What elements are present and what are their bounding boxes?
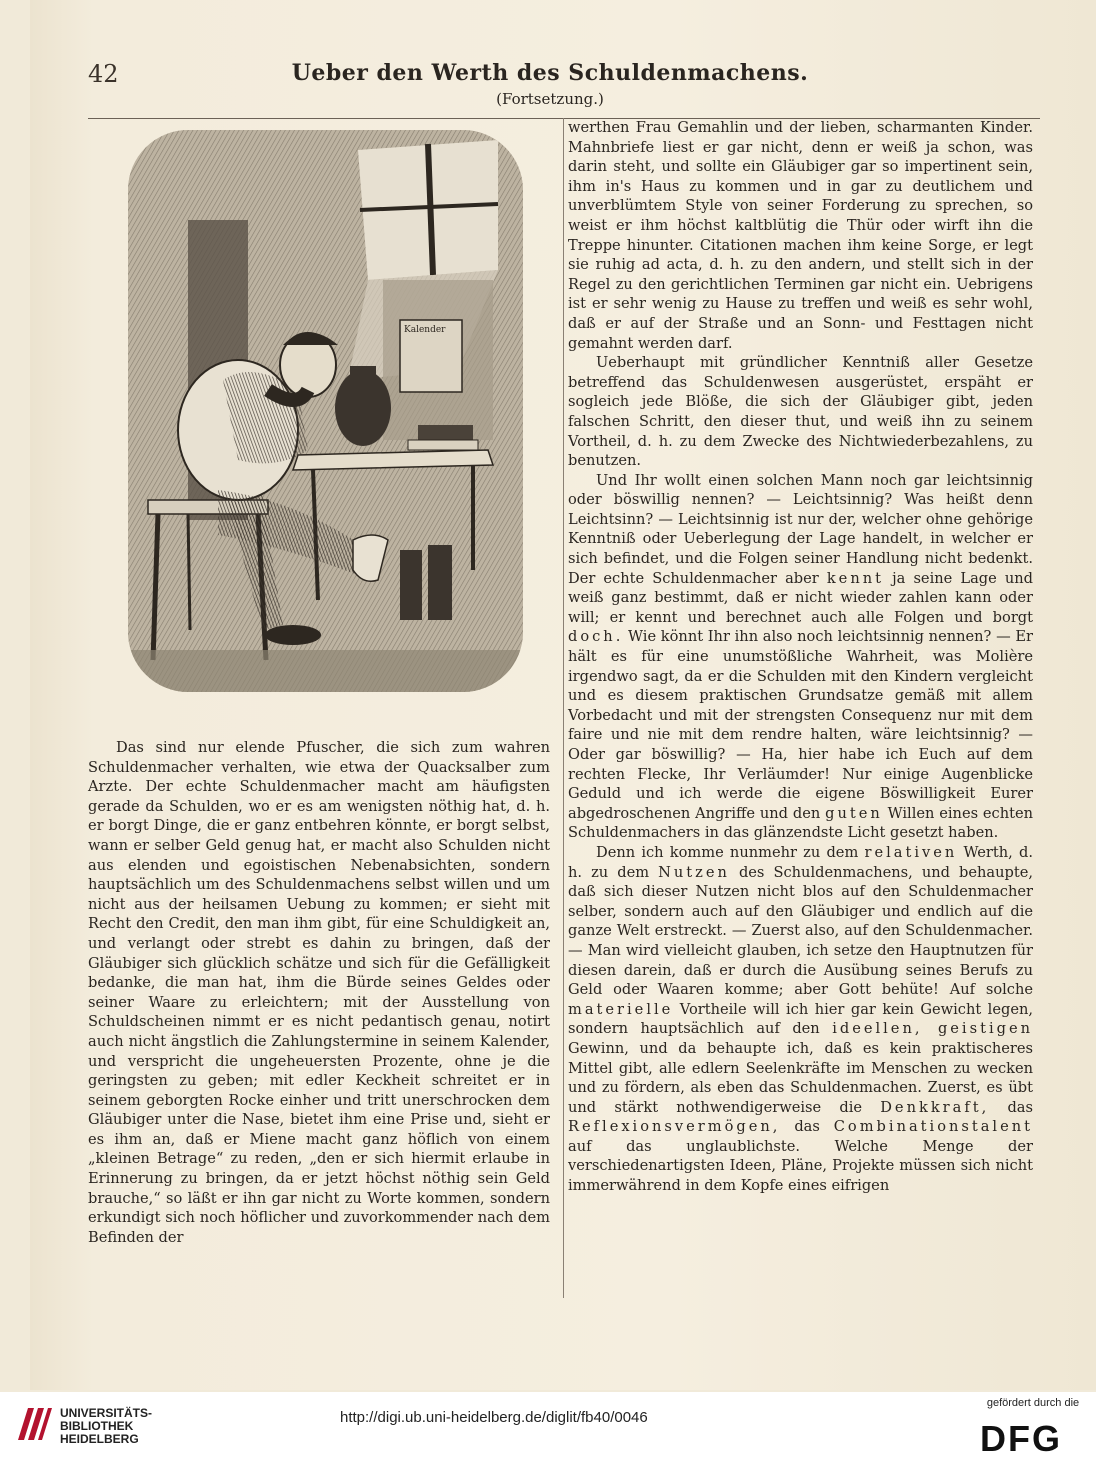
funding-caption: gefördert durch die	[986, 1397, 1080, 1409]
paragraph: Und Ihr wollt einen solchen Mann noch gar leichtsinnig oder böswillig nennen? — Leichtsinnig? Was heißt denn Leichtsinn? — Leichtsinnig ist nur der, welcher ohne gehörige Kenntniß oder Ueberlegung der Lage handelt, in welcher er sich befindet, und die Folgen seiner Handlung nicht bedenkt. Der echte Schuldenmacher aber kennt ja seine Lage und weiß ganz bestimmt, daß er nicht wieder zahlen kann oder will; er kennt und berechnet auch alle Folgen und borgt doch. Wie könnt Ihr ihn also noch leichtsinnig nennen? — Er hält es für eine unumstößliche Wahrheit, was Molière irgendwo sagt, da er die Schulden mit den Kindern vergleicht und es diesem praktischen Grundsatze gemäß mit allem Vorbedacht und mit der strengsten Consequenz nur mit dem faire und nie mit dem rendre halten, wäre leichtsinnig? — Oder gar böswillig? — Ha, hier habe ich Euch auf dem rechten Flecke, Ihr Verläumder! Nur einige Augenblicke Geduld und ich werde die eigene Böswilligkeit Eurer abgedroschenen Angriffe und den guten Willen eines echten Schuldenmachers in das glänzendste Licht gesetzt haben.	[568, 471, 1034, 842]
page-number: 42	[88, 60, 119, 88]
calendar-label: Kalender	[404, 325, 446, 335]
right-column-text	[568, 118, 1033, 1196]
permalink-url[interactable]: http://digi.ub.uni-heidelberg.de/diglit/fb40/0046	[340, 1409, 648, 1426]
engraving	[128, 130, 523, 692]
paragraph: werthen Frau Gemahlin und der lieben, scharmanten Kinder. Mahnbriefe liest er gar nicht, denn er weiß ja schon, was darin steht, und sollte ein Gläubiger gar so impertinent sein, ihm in's Haus zu kommen und in gar zu deutlichem und unverblümtem Style von seiner Forderung zu sprechen, so weist er ihm höchst kaltblütig die Thür oder wirft ihn die Treppe hinunter. Citationen machen ihm keine Sorge, er legt sie ruhig ad acta, d. h. zu den andern, und stellt sich in der Regel zu den gerichtlichen Terminen gar nicht ein. Uebrigens ist er sehr wenig zu Hause zu treffen und weiß es sehr wohl, daß er auf der Straße und an Sonn- und Festtagen nicht gemahnt werden darf.	[568, 119, 1033, 352]
paragraph: Ueberhaupt mit gründlicher Kenntniß aller Gesetze betreffend das Schuldenwesen ausgerüstet, erspäht er sogleich jede Blöße, die sich der Gläubiger gibt, jeden falschen Schritt, den dieser thut, und weiß ihn zu seinem Vortheil, d. h. zu dem Zwecke des Nichtwiederbezahlens, zu benutzen.	[568, 354, 1033, 470]
left-column-text	[88, 738, 550, 1247]
footer-bar	[0, 1392, 1096, 1467]
article-subtitle: (Fortsetzung.)	[496, 90, 604, 108]
university-library-logo-icon	[14, 1404, 54, 1444]
paragraph: Denn ich komme nunmehr zu dem relativen Werth, d. h. zu dem Nutzen des Schuldenmachens, und behaupte, daß sich dieser Nutzen nicht blos auf den Schuldenmacher selber, sondern auch auf den Gläubiger und endlich auf die ganze Welt erstreckt. — Zuerst also, auf den Schuldenmacher. — Man wird vielleicht glauben, ich setze den Hauptnutzen für diesen darein, daß er durch die Ausübung seines Berufs zu Geld oder Waaren komme; aber Gott behüte! Auf solche materielle Vortheile will ich hier gar kein Gewicht legen, sondern hauptsächlich auf den ideellen, geistigen Gewinn, und da behaupte ich, daß es kein praktischeres Mittel gibt, alle edlern Seelenkräfte im Menschen zu wecken und zu fördern, als eben das Schuldenmachen. Zuerst, es übt und stärkt nothwendigerweise die Denkkraft, das Reflexionsvermögen, das Combinationstalent auf das unglaublichste. Welche Menge der verschiedenartigsten Ideen, Pläne, Projekte müssen sich nicht immerwährend in dem Kopfe eines eifrigen	[568, 843, 1034, 1195]
column-divider	[563, 118, 564, 1298]
dfg-logo: DFG	[980, 1418, 1062, 1459]
university-library-name: UNIVERSITÄTS- BIBLIOTHEK HEIDELBERG	[60, 1406, 153, 1446]
paragraph: Das sind nur elende Pfuscher, die sich zum wahren Schuldenmacher verhalten, wie etwa der Quacksalber zum Arzte. Der echte Schuldenmacher macht am häufigsten gerade da Schulden, wo er es am wenigsten nöthig hat, d. h. er borgt Dinge, die er ganz entbehren könnte, er borgt selbst, wann er selber Geld genug hat, er macht also Schulden nicht aus elenden und egoistischen Nebenabsichten, sondern hauptsächlich um des Schuldenmachens selbst willen und um nicht aus der heilsamen Uebung zu kommen; er sieht mit Recht den Credit, den man ihm gibt, für eine Schuldigkeit an, und verlangt oder strebt es dahin zu bringen, daß der Gläubiger sich glücklich schätze und sich für die Gefälligkeit bedanke, die man hat, ihm die Bürde seines Geldes oder seiner Waare zu erleichtern; mit der Ausstellung von Schuldscheinen nimmt er es nicht pedantisch genau, notirt auch nicht ängstlich die Zahlungstermine in seinem Kalender, und verspricht die ungeheuersten Prozente, ohne je die geringsten zu geben; mit edler Keckheit schreitet er in seinem geborgten Rocke einher und tritt unerschrocken dem Gläubiger unter die Nase, bietet ihm eine Prise und, sieht er es ihm an, daß er Miene macht ganz höflich von einem „kleinen Betrage“ zu reden, „den er sich hiermit erlaube in Erinnerung zu bringen, da er jetzt höchst nöthig sein Geld brauche,“ so läßt er ihn gar nicht zu Worte kommen, sondern erkundigt sich noch höflicher und zuvorkommender nach dem Befinden der	[88, 739, 550, 1246]
illustration-schuldenmacher	[128, 130, 523, 692]
article-title: Ueber den Werth des Schuldenmachens.	[291, 60, 809, 86]
